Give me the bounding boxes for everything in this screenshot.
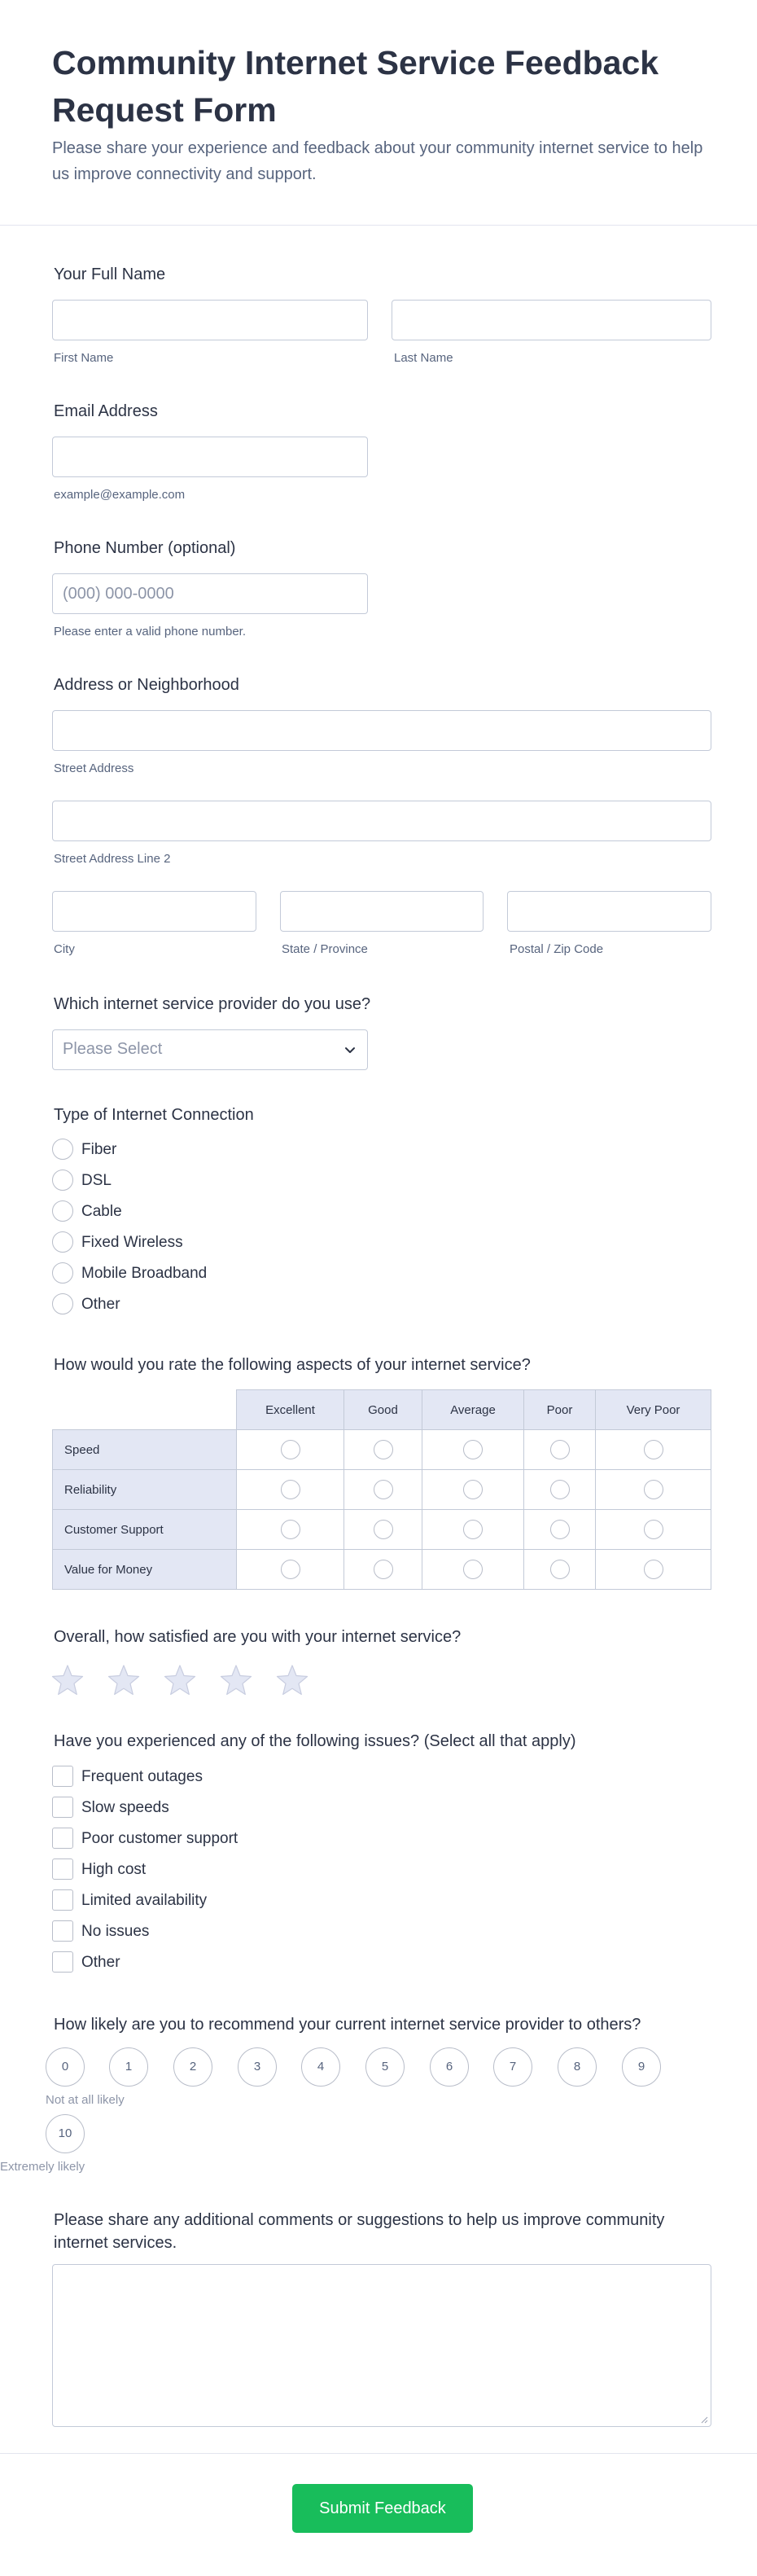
address-label: Address or Neighborhood bbox=[54, 676, 239, 694]
matrix-radio[interactable] bbox=[644, 1480, 663, 1499]
state-sublabel: State / Province bbox=[282, 942, 368, 956]
option-label: Other bbox=[81, 1954, 120, 1971]
matrix-column-header: Average bbox=[422, 1390, 524, 1430]
street-address-input[interactable] bbox=[52, 710, 711, 751]
zip-sublabel: Postal / Zip Code bbox=[510, 942, 604, 956]
matrix-radio[interactable] bbox=[550, 1520, 570, 1539]
scale-low-label: Not at all likely bbox=[46, 2093, 125, 2107]
chevron-down-icon bbox=[343, 1042, 357, 1057]
footer-divider bbox=[0, 2453, 757, 2454]
provider-dropdown[interactable] bbox=[52, 1029, 368, 1070]
zip-input[interactable] bbox=[507, 891, 711, 932]
street-address-sublabel: Street Address bbox=[54, 761, 134, 775]
option-label: Poor customer support bbox=[81, 1830, 238, 1847]
street-address-line2-input[interactable] bbox=[52, 801, 711, 841]
form-subtitle: Please share your experience and feedback about your community internet service to help us improve connectivity and support. bbox=[52, 139, 703, 183]
star-icon[interactable] bbox=[50, 1663, 85, 1697]
phone-input[interactable] bbox=[52, 573, 368, 614]
matrix-row-label: Reliability bbox=[53, 1470, 237, 1510]
phone-sublabel: Please enter a valid phone number. bbox=[54, 625, 246, 639]
matrix-radio[interactable] bbox=[281, 1480, 300, 1499]
option-label: No issues bbox=[81, 1923, 150, 1940]
radio-button[interactable] bbox=[52, 1262, 73, 1284]
email-label: Email Address bbox=[54, 402, 158, 420]
option-label: Other bbox=[81, 1296, 120, 1313]
star-icon[interactable] bbox=[275, 1663, 309, 1697]
first-name-sublabel: First Name bbox=[54, 351, 114, 365]
matrix-radio[interactable] bbox=[281, 1560, 300, 1579]
option-label: Limited availability bbox=[81, 1892, 208, 1909]
checkbox[interactable] bbox=[52, 1889, 73, 1911]
matrix-radio[interactable] bbox=[644, 1560, 663, 1579]
radio-button[interactable] bbox=[52, 1200, 73, 1222]
option-label: Slow speeds bbox=[81, 1799, 169, 1816]
scale-option-8[interactable]: 8 bbox=[558, 2047, 597, 2087]
matrix-row bbox=[53, 1510, 711, 1550]
matrix-column-header: Excellent bbox=[237, 1390, 344, 1430]
matrix-corner bbox=[53, 1390, 237, 1430]
star-icon[interactable] bbox=[219, 1663, 253, 1697]
radio-button[interactable] bbox=[52, 1293, 73, 1314]
matrix-row bbox=[53, 1470, 711, 1510]
checkbox[interactable] bbox=[52, 1920, 73, 1942]
matrix-row bbox=[53, 1550, 711, 1590]
scale-option-1[interactable]: 1 bbox=[109, 2047, 148, 2087]
city-sublabel: City bbox=[54, 942, 75, 956]
scale-option-0[interactable]: 0 bbox=[46, 2047, 85, 2087]
matrix-radio[interactable] bbox=[550, 1440, 570, 1459]
matrix-radio[interactable] bbox=[374, 1480, 393, 1499]
matrix-radio[interactable] bbox=[281, 1520, 300, 1539]
comments-label: Please share any additional comments or suggestions to help us improve community internet services. bbox=[54, 2211, 665, 2252]
checkbox[interactable] bbox=[52, 1766, 73, 1787]
submit-button[interactable]: Submit Feedback bbox=[292, 2484, 473, 2533]
city-input[interactable] bbox=[52, 891, 256, 932]
satisfaction-label: Overall, how satisfied are you with your internet service? bbox=[54, 1628, 462, 1646]
full-name-label: Your Full Name bbox=[54, 265, 166, 283]
radio-button[interactable] bbox=[52, 1231, 73, 1253]
checkbox[interactable] bbox=[52, 1858, 73, 1880]
provider-placeholder: Please Select bbox=[63, 1040, 163, 1058]
matrix-column-header: Good bbox=[344, 1390, 422, 1430]
email-sublabel: example@example.com bbox=[54, 488, 186, 502]
matrix-radio[interactable] bbox=[463, 1520, 483, 1539]
scale-option-2[interactable]: 2 bbox=[173, 2047, 212, 2087]
checkbox[interactable] bbox=[52, 1828, 73, 1849]
checkbox[interactable] bbox=[52, 1797, 73, 1818]
option-label: High cost bbox=[81, 1861, 147, 1878]
matrix-row-label: Customer Support bbox=[53, 1510, 237, 1550]
scale-option-10[interactable]: 10 bbox=[46, 2114, 85, 2153]
option-label: Fixed Wireless bbox=[81, 1234, 183, 1251]
matrix-radio[interactable] bbox=[463, 1560, 483, 1579]
resize-grip-icon[interactable] bbox=[700, 2416, 708, 2424]
matrix-radio[interactable] bbox=[281, 1440, 300, 1459]
matrix-radio[interactable] bbox=[374, 1560, 393, 1579]
matrix-row-label: Speed bbox=[53, 1430, 237, 1470]
scale-option-9[interactable]: 9 bbox=[622, 2047, 661, 2087]
option-label: Cable bbox=[81, 1203, 122, 1220]
matrix-column-header: Poor bbox=[524, 1390, 596, 1430]
comments-textarea[interactable] bbox=[52, 2264, 711, 2427]
matrix-radio[interactable] bbox=[550, 1560, 570, 1579]
matrix-radio[interactable] bbox=[644, 1520, 663, 1539]
star-icon[interactable] bbox=[163, 1663, 197, 1697]
scale-option-4[interactable]: 4 bbox=[301, 2047, 340, 2087]
option-label: Fiber bbox=[81, 1141, 117, 1158]
radio-button[interactable] bbox=[52, 1170, 73, 1191]
rating-matrix-label: How would you rate the following aspects of your internet service? bbox=[54, 1356, 531, 1374]
connection-label: Type of Internet Connection bbox=[54, 1106, 254, 1124]
last-name-sublabel: Last Name bbox=[394, 351, 453, 365]
option-label: Frequent outages bbox=[81, 1768, 203, 1785]
form-header bbox=[0, 0, 757, 226]
last-name-input[interactable] bbox=[392, 300, 711, 340]
recommend-label: How likely are you to recommend your current internet service provider to others? bbox=[54, 2016, 641, 2034]
scale-option-5[interactable]: 5 bbox=[365, 2047, 405, 2087]
matrix-radio[interactable] bbox=[374, 1440, 393, 1459]
matrix-radio[interactable] bbox=[463, 1440, 483, 1459]
matrix-column-header: Very Poor bbox=[596, 1390, 711, 1430]
option-label: DSL bbox=[81, 1172, 112, 1189]
scale-option-7[interactable]: 7 bbox=[493, 2047, 532, 2087]
matrix-radio[interactable] bbox=[374, 1520, 393, 1539]
matrix-row bbox=[53, 1430, 711, 1470]
street-address-line2-sublabel: Street Address Line 2 bbox=[54, 852, 171, 866]
provider-label: Which internet service provider do you use? bbox=[54, 995, 371, 1013]
matrix-radio[interactable] bbox=[644, 1440, 663, 1459]
phone-label: Phone Number (optional) bbox=[54, 539, 236, 557]
rating-matrix bbox=[52, 1389, 711, 1590]
checkbox[interactable] bbox=[52, 1951, 73, 1973]
email-input[interactable] bbox=[52, 437, 368, 477]
scale-option-6[interactable]: 6 bbox=[430, 2047, 469, 2087]
state-input[interactable] bbox=[280, 891, 484, 932]
scale-high-label: Extremely likely bbox=[0, 2160, 85, 2174]
first-name-input[interactable] bbox=[52, 300, 368, 340]
scale-option-3[interactable]: 3 bbox=[238, 2047, 277, 2087]
star-icon[interactable] bbox=[107, 1663, 141, 1697]
option-label: Mobile Broadband bbox=[81, 1265, 208, 1282]
issues-label: Have you experienced any of the following issues? (Select all that apply) bbox=[54, 1732, 576, 1750]
matrix-radio[interactable] bbox=[550, 1480, 570, 1499]
radio-button[interactable] bbox=[52, 1139, 73, 1160]
form-title: Community Internet Service Feedback Request Form bbox=[52, 44, 659, 129]
matrix-radio[interactable] bbox=[463, 1480, 483, 1499]
matrix-row-label: Value for Money bbox=[53, 1550, 237, 1590]
